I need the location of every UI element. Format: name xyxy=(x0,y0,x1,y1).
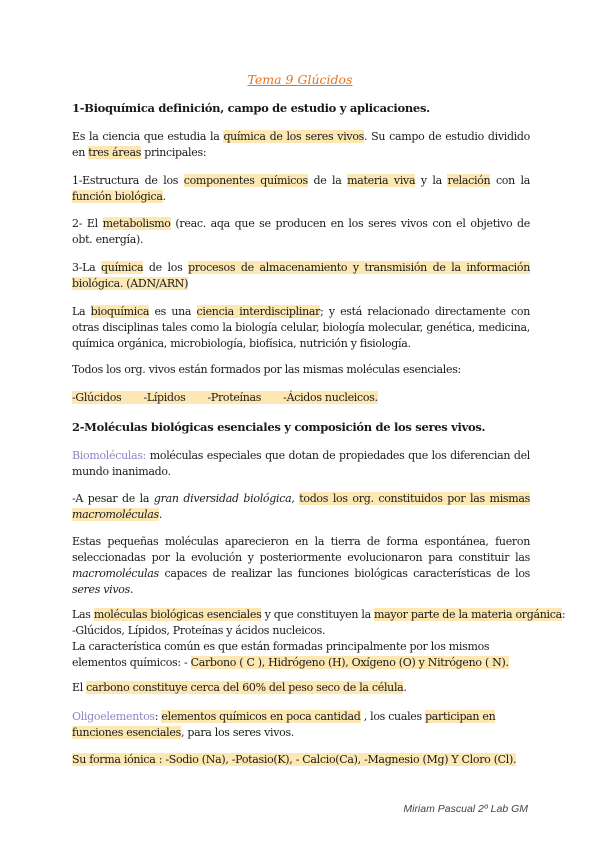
section1-heading: 1-Bioquímica definición, campo de estudio y aplicaciones. xyxy=(72,101,430,115)
s2-trace-elements-paragraph: Oligoelementos: elementos químicos en poca cantidad , los cuales participan en funciones esenciales, para los seres vivos. xyxy=(72,710,496,739)
molecule-item: -Glúcidos -Lípidos -Proteínas -Ácidos nucleicos. xyxy=(72,391,378,404)
page-title: Tema 9 Glúcidos xyxy=(247,72,353,87)
s2-evolution-paragraph: Estas pequeñas moléculas aparecieron en la tierra de forma espontánea, fueron seleccionadas por la evolución y posteriormente evolucionaron para constituir las macromoléculas capaces de realizar las funciones biológicas características de los seres vivos. xyxy=(72,535,530,596)
s2-carbon-paragraph: El carbono constituye cerca del 60% del peso seco de la célula. xyxy=(72,681,407,694)
s1-item-structure: 1-Estructura de los componentes químicos de la materia viva y la relación con la función biológica. xyxy=(72,174,531,203)
molecule-list xyxy=(72,390,530,406)
s2-biomolecules-definition: Biomoléculas: moléculas especiales que dotan de propiedades que los diferencian del mundo inanimado. xyxy=(72,449,530,478)
s1-item-metabolism: 2- El metabolismo (reac. aqa que se producen en los seres vivos con el objetivo de obt. energía). xyxy=(72,217,530,246)
s1-intro-paragraph: Es la ciencia que estudia la química de los seres vivos. Su campo de estudio dividido en tres áreas principales: xyxy=(72,130,530,159)
s2-ionic-form-paragraph: Su forma iónica : -Sodio (Na), -Potasio(K), - Calcio(Ca), -Magnesio (Mg) Y Cloro (Cl). xyxy=(72,753,517,766)
page-footer: Miriam Pascual 2º Lab GM xyxy=(403,803,528,815)
s1-biochemistry-paragraph: La bioquímica es una ciencia interdisciplinar; y está relacionado directamente con otras disciplinas tales como la biología celular, biología molecular, genética, medicina, química orgánica, microbiología, biofísica, nutrición y fisiología. xyxy=(72,305,530,350)
s2-diversity-paragraph: -A pesar de la gran diversidad biológica, todos los org. constituidos por las mismas macromoléculas. xyxy=(72,492,530,521)
s1-item-chemistry: 3-La química de los procesos de almacenamiento y transmisión de la información biológica. (ADN/ARN) xyxy=(72,261,530,290)
section2-heading: 2-Moléculas biológicas esenciales y composición de los seres vivos. xyxy=(72,420,486,434)
s1-organisms-paragraph: Todos los org. vivos están formados por las mismas moléculas esenciales: xyxy=(72,363,461,376)
s2-essential-molecules-paragraph: Las moléculas biológicas esenciales y que constituyen la mayor parte de la materia orgánica: -Glúcidos, Lípidos, Proteínas y ácidos nucleicos. La característica común es que están formadas principalmente por los mismos elementos químicos: - Carbono ( C ), Hidrógeno (H), Oxígeno (O) y Nitrógeno ( N). xyxy=(72,608,566,669)
